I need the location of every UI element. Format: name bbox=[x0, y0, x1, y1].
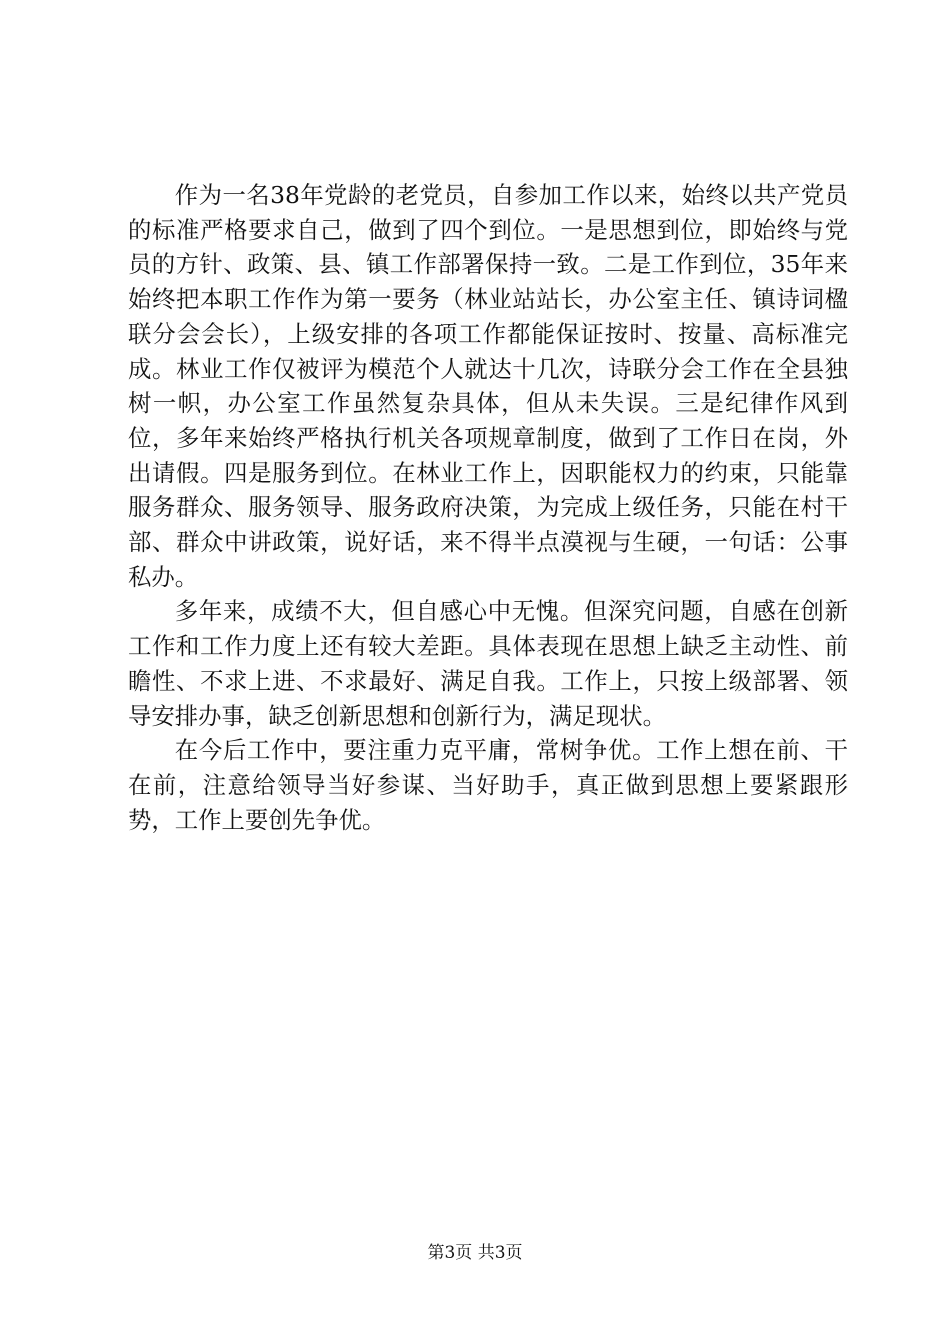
paragraph-3: 在今后工作中，要注重力克平庸，常树争优。工作上想在前、干在前，注意给领导当好参谋、当好助手，真正做到思想上要紧跟形势，工作上要创先争优。 bbox=[128, 736, 848, 834]
paragraph-1: 作为一名38年党龄的老党员，自参加工作以来，始终以共产党员的标准严格要求自己，做到了四个到位。一是思想到位，即始终与党员的方针、政策、县、镇工作部署保持一致。二是工作到位，35年来始终把本职工作作为第一要务（林业站站长，办公室主任、镇诗词楹联分会会长），上级安排的各项工作都能保证按时、按量、高标准完成。林业工作仅被评为模范个人就达十几次，诗联分会工作在全县独树一帜，办公室工作虽然复杂具体，但从未失误。三是纪律作风到位，多年来始终严格执行机关各项规章制度，做到了工作日在岗，外出请假。四是服务到位。在林业工作上，因职能权力的约束，只能靠服务群众、服务领导、服务政府决策，为完成上级任务，只能在村干部、群众中讲政策，说好话，来不得半点漠视与生硬，一句话：公事私办。 bbox=[128, 181, 848, 591]
page-number-footer: 第3页 共3页 bbox=[427, 1243, 523, 1263]
document-body bbox=[128, 178, 848, 837]
paragraph-2: 多年来，成绩不大，但自感心中无愧。但深究问题，自感在创新工作和工作力度上还有较大差距。具体表现在思想上缺乏主动性、前瞻性、不求上进、不求最好、满足自我。工作上，只按上级部署、领导安排办事，缺乏创新思想和创新行为，满足现状。 bbox=[128, 597, 848, 730]
